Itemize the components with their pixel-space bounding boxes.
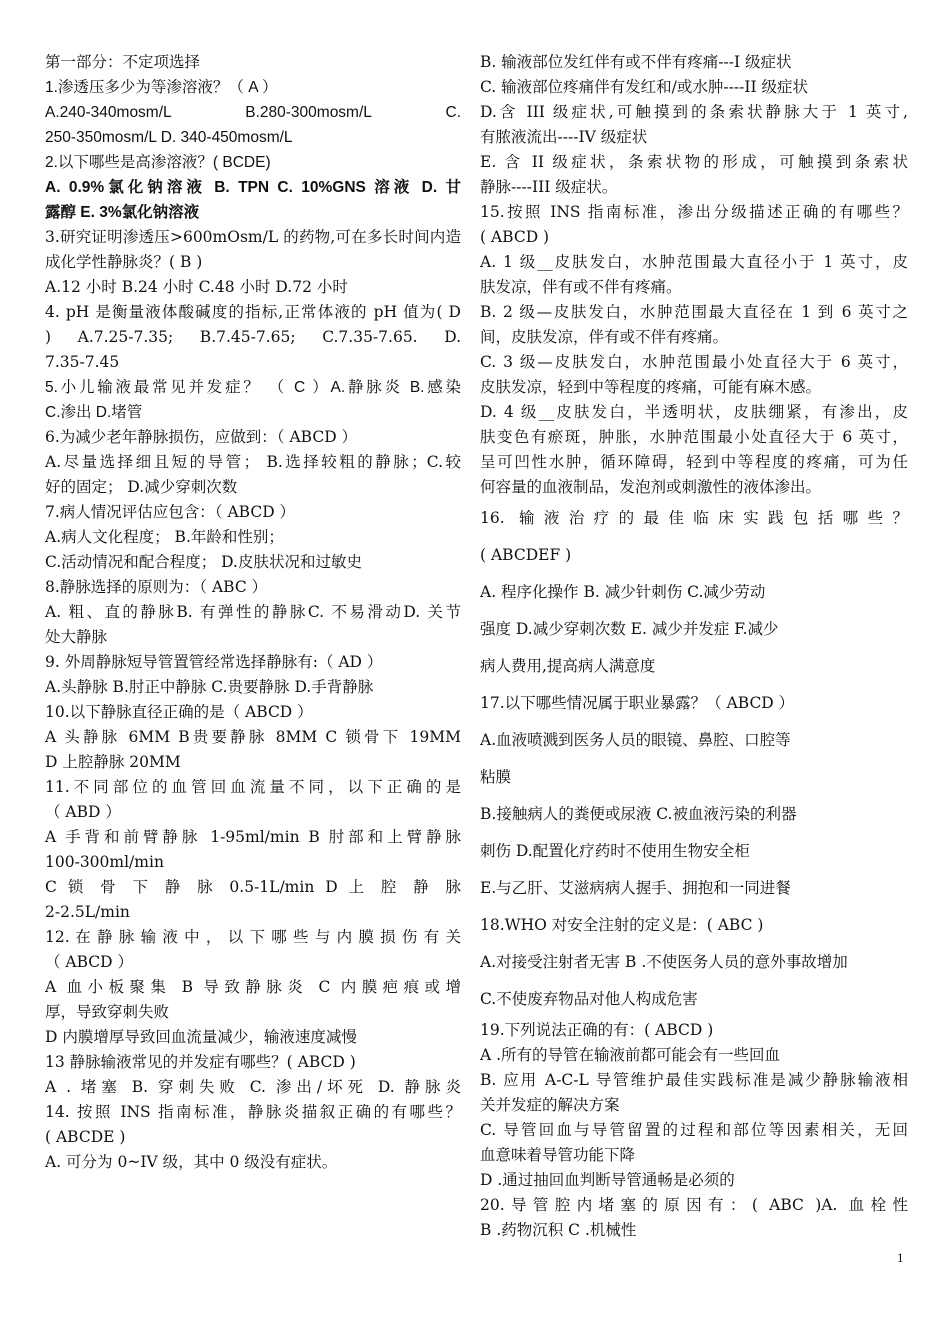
text-line: D.含 III 级症状,可触摸到的条索状静脉大于 1 英寸, xyxy=(480,103,908,121)
text-line: C.渗出 D.堵管 xyxy=(45,404,143,421)
text-line: A. 可分为 0~IV 级，其中 0 级没有症状。 xyxy=(45,1153,338,1171)
right-column xyxy=(480,50,908,1243)
text-line: A.240-340mosm/L B.280-300mosm/L C. xyxy=(45,104,461,121)
text-line: 呈可凹性水肿，循环障碍，轻到中等程度的疼痛，可为任 xyxy=(480,453,908,471)
text-line: A 血小板聚集 B 导致静脉炎 C 内膜疤痕或增 xyxy=(45,978,461,996)
text-line: 9. 外周静脉短导管置管经常选择静脉有:（ AD ） xyxy=(45,653,383,671)
text-line: 20.导管腔内堵塞的原因有：( ABC )A. 血栓性 xyxy=(480,1196,908,1214)
text-line: E.与乙肝、艾滋病病人握手、拥抱和一同进餐 xyxy=(480,879,791,897)
text-line: A.对接受注射者无害 B .不使医务人员的意外事故增加 xyxy=(480,953,848,971)
text-line: 10.以下静脉直径正确的是（ ABCD ） xyxy=(45,703,313,721)
text-line: A. 程序化操作 B. 减少针刺伤 C.减少劳动 xyxy=(480,583,766,601)
text-line: 皮肤发凉，轻到中等程度的疼痛，可能有麻木感。 xyxy=(480,378,822,396)
text-line: 12. 在 静 脉 输 液 中 ， 以 下 哪 些 与 内 膜 损 伤 有 关 xyxy=(45,928,461,946)
text-line: A 手背和前臂静脉 1-95ml/min B 肘部和上臂静脉 xyxy=(45,828,461,846)
text-line: A. 1 级__皮肤发白，水肿范围最大直径小于 1 英寸，皮 xyxy=(480,253,908,271)
text-line: 病人费用,提高病人满意度 xyxy=(480,657,656,675)
text-line: 2.以下哪些是高渗溶液？( BCDE) xyxy=(45,154,271,171)
text-line: D. 4 级__皮肤发白，半透明状，皮肤绷紧，有渗出，皮 xyxy=(480,403,908,421)
text-line: 处大静脉 xyxy=(45,628,108,646)
text-line: B. 2 级—皮肤发白，水肿范围最大直径在 1 到 6 英寸之 xyxy=(480,303,908,321)
text-line: A.头静脉 B.肘正中静脉 C.贵要静脉 D.手背静脉 xyxy=(45,678,374,696)
text-line: 1.渗透压多少为等渗溶液？（ A ） xyxy=(45,79,278,96)
page-number: 1 xyxy=(897,1250,904,1265)
text-line: ( ABCDE ) xyxy=(45,1128,126,1146)
left-column xyxy=(45,50,461,1175)
text-line: 何容量的血液制品，发泡剂或刺激性的液体渗出。 xyxy=(480,478,822,496)
text-line: 间，皮肤发凉，伴有或不伴有疼痛。 xyxy=(480,328,729,346)
text-line: C.不使废弃物品对他人构成危害 xyxy=(480,990,698,1008)
text-line: 强度 D.减少穿刺次数 E. 减少并发症 F.减少 xyxy=(480,620,779,638)
text-line: A 头静脉 6MM B贵要静脉 8MM C 锁骨下 19MM xyxy=(45,728,461,746)
text-line: C 锁 骨 下 静 脉 0.5-1L/min D 上 腔 静 脉 xyxy=(45,878,461,896)
text-line: 8.静脉选择的原则为：（ ABC ） xyxy=(45,578,268,596)
text-line: E. 含 II 级症状，条索状物的形成，可触摸到条索状 xyxy=(480,153,908,171)
text-line: 4. pH 是衡量液体酸碱度的指标,正常体液的 pH 值为( D xyxy=(45,303,461,321)
text-line: 第一部分：不定项选择 xyxy=(45,53,201,71)
text-line: A.尽量选择细且短的导管； B.选择较粗的静脉；C.较 xyxy=(45,453,461,471)
text-line: 3.研究证明渗透压>600mOsm/L 的药物,可在多长时间内造 xyxy=(45,228,461,246)
text-line: A. 0.9%氯化钠溶液 B. TPN C. 10%GNS 溶液 D. 甘 xyxy=(45,179,461,196)
text-line: （ ABCD ） xyxy=(45,953,134,971)
text-line: 关并发症的解决方案 xyxy=(480,1096,620,1114)
text-line: 5.小儿输液最常见并发症？ （ C ）A.静脉炎 B.感染 xyxy=(45,379,461,396)
text-line: 19.下列说法正确的有：( ABCD ) xyxy=(480,1021,714,1039)
text-line: 6.为减少老年静脉损伤，应做到：（ ABCD ） xyxy=(45,428,358,446)
text-line: A.病人文化程度； B.年龄和性别； xyxy=(45,528,284,546)
text-line: A.12 小时 B.24 小时 C.48 小时 D.72 小时 xyxy=(45,278,348,296)
text-line: ( ABCDEF ) xyxy=(480,546,572,564)
text-line: 粘膜 xyxy=(480,768,512,786)
text-line: A .所有的导管在输液前都可能会有一些回血 xyxy=(480,1046,781,1064)
text-line: A. 粗、直的静脉B. 有弹性的静脉C. 不易滑动D. 关节 xyxy=(45,603,461,621)
text-line: B. 输液部位发红伴有或不伴有疼痛---I 级症状 xyxy=(480,53,792,71)
text-line: 11.不同部位的血管回血流量不同，以下正确的是 xyxy=(45,778,461,796)
text-line: 厚，导致穿刺失败 xyxy=(45,1003,170,1021)
text-line: 18.WHO 对安全注射的定义是：( ABC ) xyxy=(480,916,764,934)
text-line: 13 静脉输液常见的并发症有哪些？( ABCD ) xyxy=(45,1053,356,1071)
text-line: 2-2.5L/min xyxy=(45,903,130,921)
text-line: D 内膜增厚导致回血流量减少，输液速度减慢 xyxy=(45,1028,357,1046)
text-line: 露醇 E. 3%氯化钠溶液 xyxy=(45,204,200,221)
text-line: C. 导管回血与导管留置的过程和部位等因素相关，无回 xyxy=(480,1121,908,1139)
text-line: 14. 按照 INS 指南标准，静脉炎描叙正确的有哪些？ xyxy=(45,1103,461,1121)
text-line: 肤发凉，伴有或不伴有疼痛。 xyxy=(480,278,682,296)
text-line: ( ABCD ) xyxy=(480,228,550,246)
text-line: （ ABD ） xyxy=(45,803,121,821)
text-line: A.血液喷溅到医务人员的眼镜、鼻腔、口腔等 xyxy=(480,731,791,749)
text-line: A . 堵塞 B. 穿刺失败 C. 渗出/坏死 D. 静脉炎 xyxy=(45,1078,461,1096)
text-line: 17.以下哪些情况属于职业暴露？（ ABCD ） xyxy=(480,694,795,712)
text-line: 血意味着导管功能下降 xyxy=(480,1146,636,1164)
text-line: B.接触病人的粪便或尿液 C.被血液污染的利器 xyxy=(480,805,797,823)
text-line: 100-300ml/min xyxy=(45,853,164,871)
text-line: C. 输液部位疼痛伴有发红和/或水肿----II 级症状 xyxy=(480,78,809,96)
text-line: B. 应用 A-C-L 导管维护最佳实践标准是减少静脉输液相 xyxy=(480,1071,908,1089)
text-line: 250-350mosm/L D. 340-450mosm/L xyxy=(45,129,293,146)
text-line: 有脓液流出----IV 级症状 xyxy=(480,128,648,146)
text-line: ) A.7.25-7.35; B.7.45-7.65; C.7.35-7.65. D. xyxy=(45,328,461,346)
text-line: C.活动情况和配合程度； D.皮肤状况和过敏史 xyxy=(45,553,362,571)
text-line: 肤变色有瘀斑，肿胀，水肿范围最小处直径大于 6 英寸， xyxy=(480,428,908,446)
text-line: 7.35-7.45 xyxy=(45,353,120,371)
text-line: B .药物沉积 C .机械性 xyxy=(480,1221,637,1239)
text-line: 16. 输液治疗的最佳临床实践包括哪些？ xyxy=(480,509,908,527)
text-line: C. 3 级—皮肤发白，水肿范围最小处直径大于 6 英寸， xyxy=(480,353,908,371)
text-line: D 上腔静脉 20MM xyxy=(45,753,181,771)
text-line: 刺伤 D.配置化疗药时不使用生物安全柜 xyxy=(480,842,750,860)
text-line: 15.按照 INS 指南标准，渗出分级描述正确的有哪些？ xyxy=(480,203,908,221)
text-line: 好的固定； D.减少穿刺次数 xyxy=(45,478,238,496)
text-line: D .通过抽回血判断导管通畅是必须的 xyxy=(480,1171,735,1189)
text-line: 成化学性静脉炎？( B ) xyxy=(45,253,203,271)
text-line: 7.病人情况评估应包含：（ ABCD ） xyxy=(45,503,296,521)
text-line: 静脉----III 级症状。 xyxy=(480,178,618,196)
